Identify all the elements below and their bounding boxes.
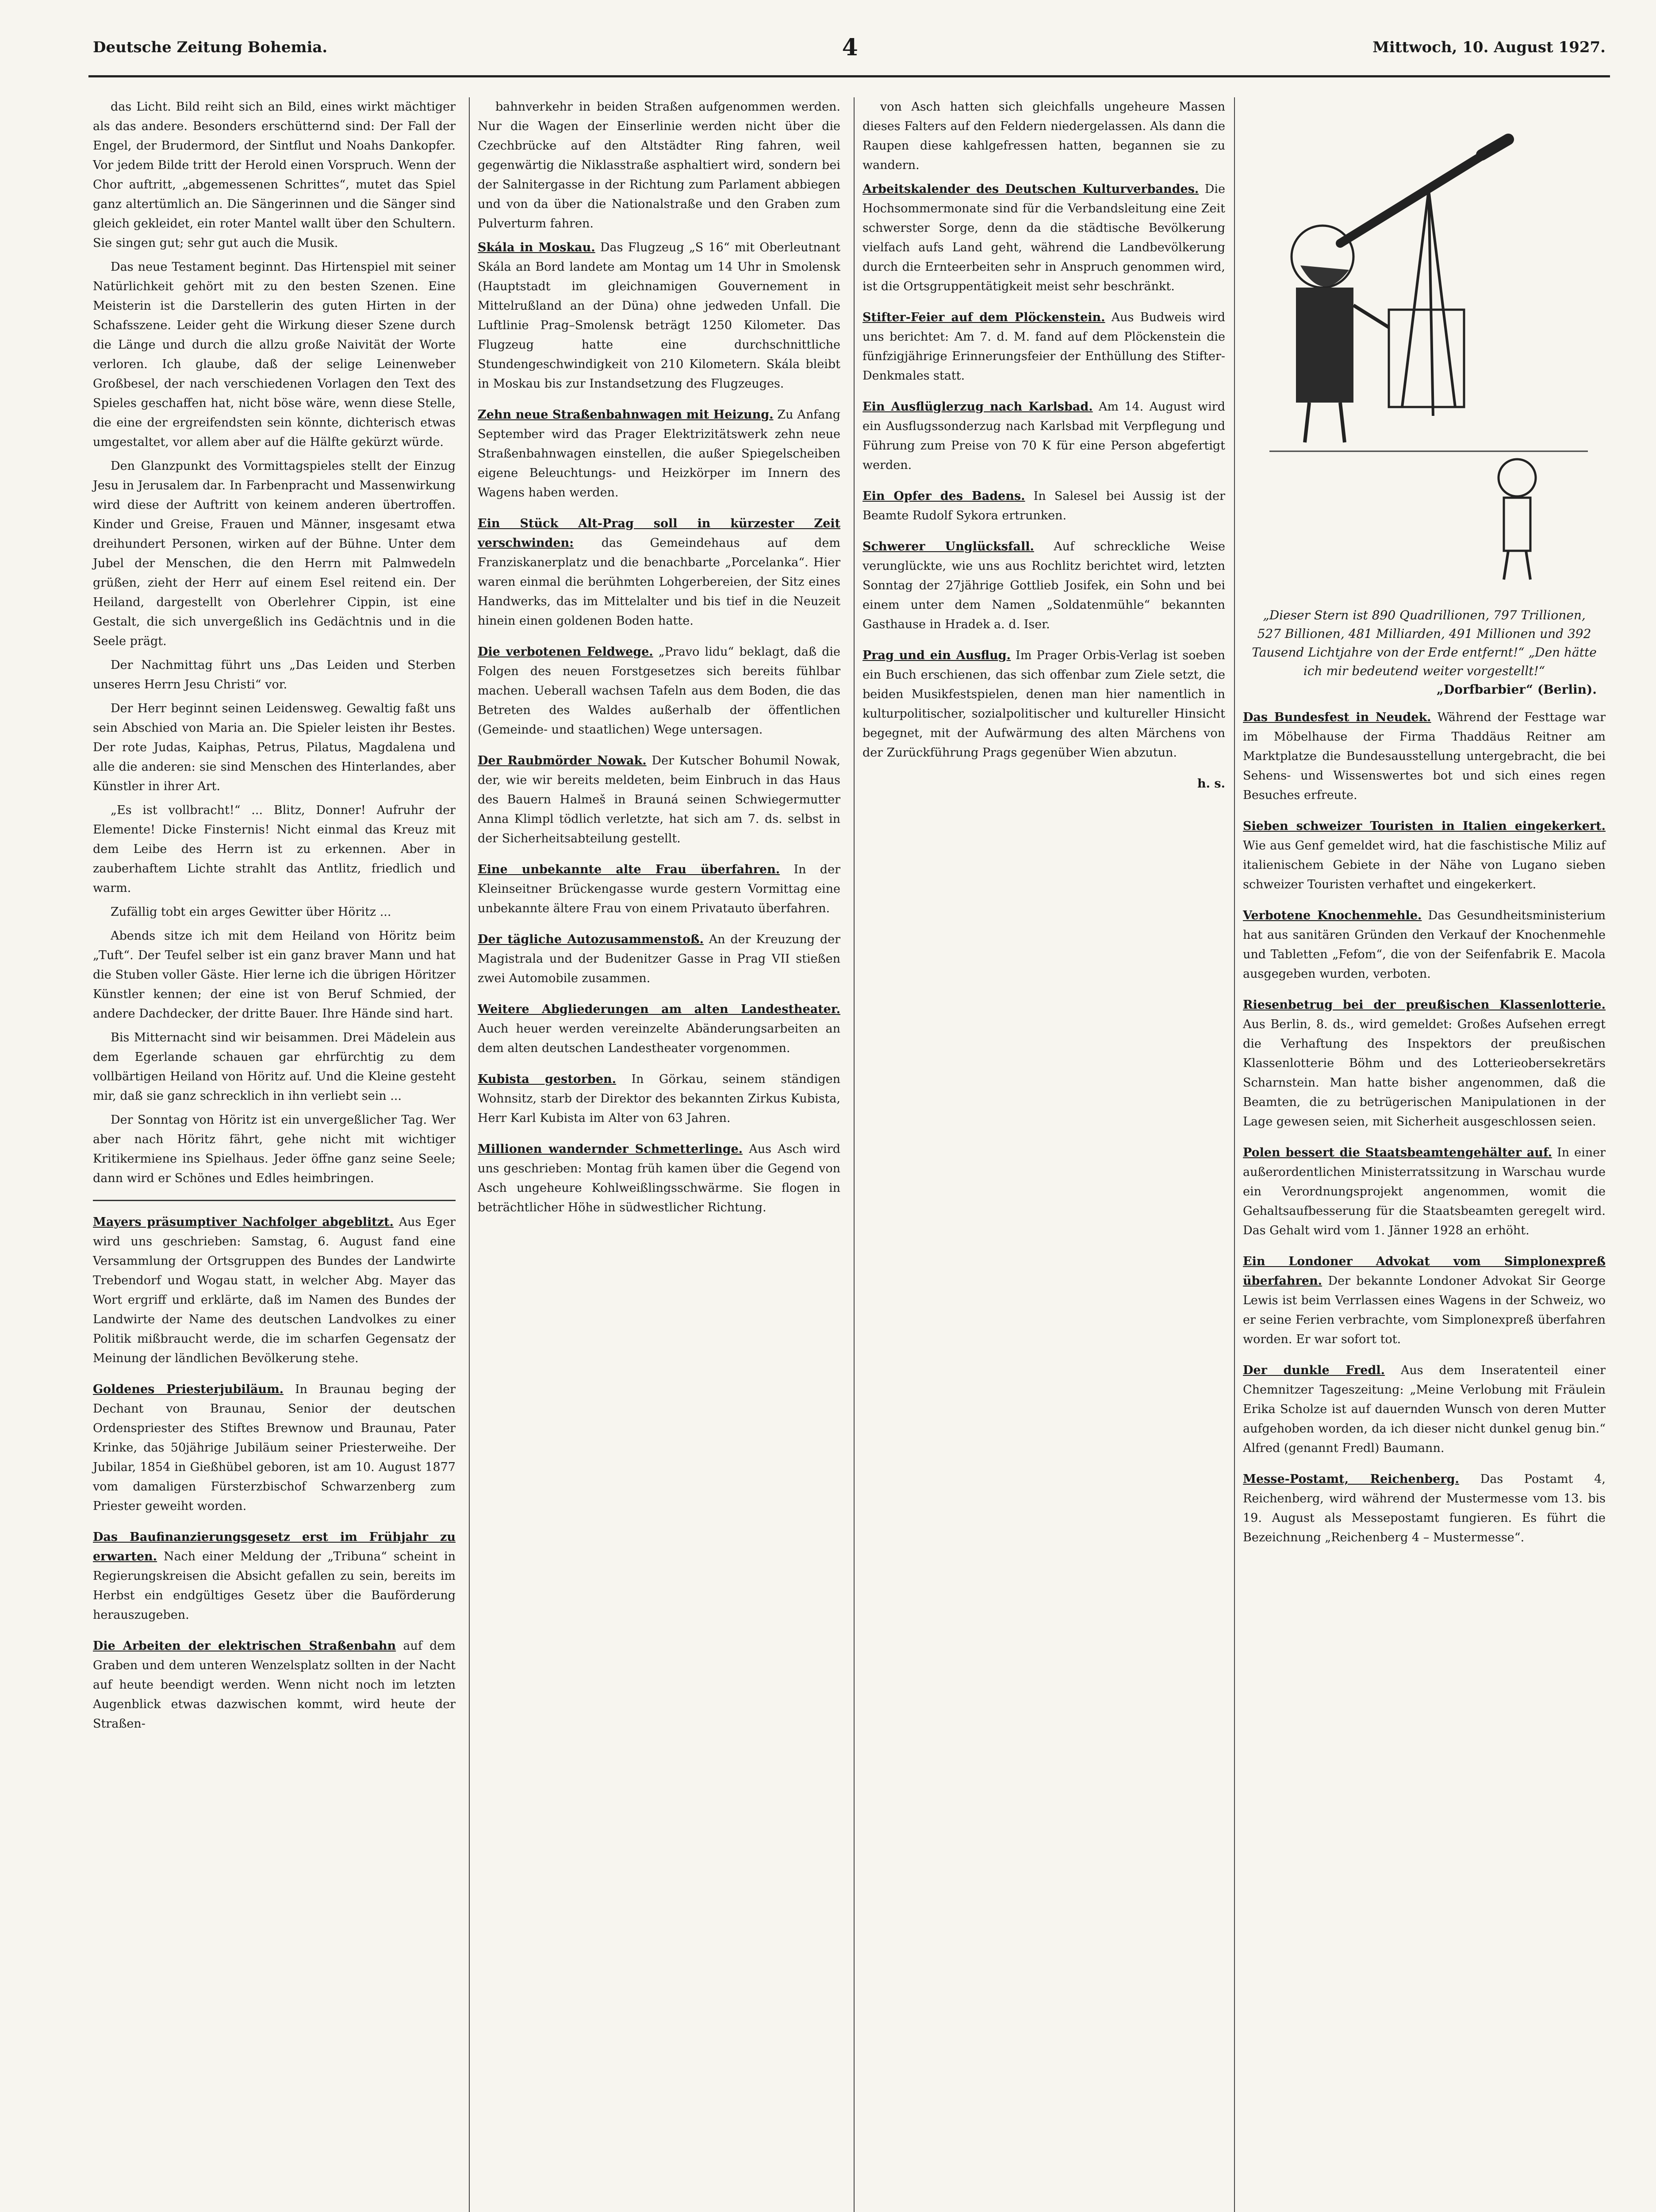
paragraph: Der Nachmittag führt uns „Das Leiden und Sterben unseres Herrn Jesu Christi“ vor. xyxy=(93,658,456,691)
news-text: Während der Festtage war im Möbelhause der Firma Thaddäus Reitner am Marktplatze die Bundesausstellung untergebracht, die bei Sehens- und Wissenswertes bot und sich eines regen Besuches erfreute. xyxy=(1243,710,1606,802)
column-divider xyxy=(469,97,470,2212)
news-text: In Braunau beging der Dechant von Braunau, Senior der deutschen Ordenspriester des Stiftes Brewnow und Braunau, Pater Krinke, das 50jährige Jubiläum seiner Priesterweihe. Der Jubilar, 1854 in Gießhübel geboren, ist am 10. August 1877 vom damaligen Fürsterzbischof Schwarzenberg zum Priester geweiht worden. xyxy=(93,1382,456,1513)
news-text: In der Kleinseitner Brückengasse wurde gestern Vormittag eine unbekannte ältere Frau von einem Privatauto überfahren. xyxy=(478,863,840,915)
news-text: Aus Budweis wird uns berichtet: Am 7. d. M. fand auf dem Plöckenstein die fünfzigjährige Erinnerungsfeier der Enthüllung des Stifter-Denkmales statt. xyxy=(862,311,1225,383)
news-text: Die Hochsommermonate sind für die Verbandsleitung eine Zeit schwerster Sorge, denn da die städtische Bevölkerung vielfach aufs Land geht, während die Landbevölkerung durch die Ernteerbeiten sehr in Anspruch genommen wird, ist die Ortsgruppentätigkeit meist sehr beschränkt. xyxy=(862,182,1225,293)
publication-name: Deutsche Zeitung Bohemia. xyxy=(93,38,328,56)
news-item xyxy=(478,751,840,849)
news-item xyxy=(1243,1361,1606,1458)
news-text: Das Postamt 4, Reichenberg, wird während der Mustermesse vom 13. bis 19. August als Messepostamt fungieren. Es führt die Bezeichnung „Reichenberg 4 – Mustermesse“. xyxy=(1243,1472,1606,1544)
news-headline: Die verbotenen Feldwege. xyxy=(478,645,653,659)
news-text: In einer außerordentlichen Ministerratssitzung in Warschau wurde ein Verordnungsprojekt angenommen, womit die Gehaltsaufbesserung für die Staatsbeamten geregelt wird. Das Gehalt wird vom 1. Jänner 1928 an erhöht. xyxy=(1243,1146,1606,1237)
news-headline: Ein Stück Alt-Prag soll in kürzester Zeit verschwinden: xyxy=(478,517,840,550)
news-headline: Ein Ausflüglerzug nach Karlsbad. xyxy=(862,400,1093,414)
news-headline: Prag und ein Ausflug. xyxy=(862,649,1011,662)
news-text: Aus Berlin, 8. ds., wird gemeldet: Großes Aufsehen erregt die Verhaftung des Inspektors der preußischen Klassenlotterie Böhm und des Lotterieobersekretärs Scharnstein. Man hatte bisher angenommen, daß die Beamten, die zu betrügerischen Manipulationen in der Lage gewesen seien, mit Sicherheit ausgeschlossen seien. xyxy=(1243,1018,1606,1129)
news-text: Wie aus Genf gemeldet wird, hat die faschistische Miliz auf italienischem Gebiete in der Nähe von Lugano sieben schweizer Touristen verhaftet und eingekerkert. xyxy=(1243,839,1606,891)
news-headline: Ein Opfer des Badens. xyxy=(862,489,1025,503)
column-1 xyxy=(93,97,456,2212)
news-item xyxy=(1243,995,1606,1132)
news-item xyxy=(1243,1470,1606,1548)
astronomer-arm xyxy=(1353,305,1389,327)
child-head xyxy=(1499,459,1536,496)
news-headline: Sieben schweizer Touristen in Italien eingekerkert. xyxy=(1243,819,1606,833)
child-leg xyxy=(1504,551,1508,580)
news-text: Auch heuer werden vereinzelte Abänderungsarbeiten an dem alten deutschen Landestheater vorgenommen. xyxy=(478,1022,840,1055)
news-headline: Verbotene Knochenmehle. xyxy=(1243,909,1422,922)
header-rule xyxy=(88,75,1610,77)
author-signature: h. s. xyxy=(1197,777,1225,791)
news-text: das Gemeindehaus auf dem Franziskanerplatz und die benachbarte „Porcelanka“. Hier waren einmal die berühmten Lohgerbereien, der Sitz eines Handwerks, das im Mittelalter und bis tief in die Neuzeit hinein einen goldenen Boden hatte. xyxy=(478,536,840,628)
column-3 xyxy=(862,97,1225,2212)
news-headline: Kubista gestorben. xyxy=(478,1072,617,1086)
astronomer-leg xyxy=(1340,403,1345,442)
child-body xyxy=(1504,498,1530,551)
news-headline: Eine unbekannte alte Frau überfahren. xyxy=(478,863,780,876)
news-headline: Messe-Postamt, Reichenberg. xyxy=(1243,1472,1459,1486)
news-item xyxy=(478,405,840,503)
paragraph: Bis Mitternacht sind wir beisammen. Drei Mädelein aus dem Egerlande schauen gar ehrfürchtig zu dem vollbärtigen Heiland von Höritz auf. Und die Kleine gesteht mir, daß sie ganz schrecklich in ihn verliebt sein ... xyxy=(93,1031,456,1103)
news-text: Der Kutscher Bohumil Nowak, der, wie wir bereits meldeten, beim Einbruch in das Haus des Bauern Halmeš in Brauná seinen Schwiegermutter Anna Klimpl tödlich verletzte, hat sich am 7. ds. selbst in der Sicherheitsabteilung gestellt. xyxy=(478,754,840,845)
paragraph: Abends sitze ich mit dem Heiland von Höritz beim „Tuft“. Der Teufel selber ist ein ganz braver Mann und hat die Stuben voller Gäste. Hier lerne ich die übrigen Höritzer Künstler kennen; der eine ist von Beruf Schmied, der andere Dachdecker, der dritte Bauer. Ihre Hände sind hart. xyxy=(93,929,456,1021)
astronomer-coat xyxy=(1296,288,1353,403)
astronomer-leg xyxy=(1305,403,1309,442)
column-2 xyxy=(478,97,840,2212)
news-item xyxy=(862,308,1225,386)
news-item xyxy=(1243,1143,1606,1240)
news-text: In Salesel bei Aussig ist der Beamte Rudolf Sykora ertrunken. xyxy=(862,489,1225,522)
news-headline: Ein Londoner Advokat vom Simplonexpreß überfahren. xyxy=(1243,1255,1606,1288)
news-text: Auf schreckliche Weise verunglückte, wie uns aus Rochlitz berichtet wird, letzten Sonntag der 27jährige Gottlieb Josifek, ein Sohn und bei einem unter dem Namen „Soldatenmühle“ bekannten Gasthause in Hradek a. d. Iser. xyxy=(862,540,1225,631)
news-item xyxy=(478,642,840,740)
news-text: An der Kreuzung der Magistrala und der Budenitzer Gasse in Prag VII stießen zwei Automobile zusammen. xyxy=(478,933,840,985)
news-headline: Skála in Moskau. xyxy=(478,241,595,254)
news-headline: Schwerer Unglücksfall. xyxy=(862,540,1034,553)
cartoon-caption xyxy=(1252,606,1597,699)
news-item xyxy=(93,1380,456,1516)
child-leg xyxy=(1526,551,1530,580)
news-text: Aus dem Inseratenteil einer Chemnitzer Tageszeitung: „Meine Verlobung mit Fräulein Erika Scholze ist auf dauernden Wunsch von deren Mutter aufgehoben worden, da ich dieser nicht dunkel genug bin.“ Alfred (genannt Fredl) Baumann. xyxy=(1243,1363,1606,1455)
news-headline: Die Arbeiten der elektrischen Straßenbahn xyxy=(93,1639,396,1653)
news-headline: Mayers präsumptiver Nachfolger abgeblitzt. xyxy=(93,1215,394,1229)
news-headline: Stifter-Feier auf dem Plöckenstein. xyxy=(862,311,1105,324)
news-text: Das Gesundheitsministerium hat aus sanitären Gründen den Verkauf der Knochenmehle und Tabletten „Fefom“, die von der Seifenfabrik E. Macola ausgegeben wurden, verboten. xyxy=(1243,909,1606,981)
news-headline: Der dunkle Fredl. xyxy=(1243,1363,1385,1377)
news-headline: Goldenes Priesterjubiläum. xyxy=(93,1382,284,1396)
news-item xyxy=(862,487,1225,526)
paragraph: bahnverkehr in beiden Straßen aufgenommen werden. Nur die Wagen der Einserlinie werden nicht über die Czechbrücke auf den Altstädter Ring fahren, weil gegenwärtig die Niklasstraße asphaltiert wird, sondern bei der Salnitergasse in der Richtung zum Parlament abbiegen und von da über die Nationalstraße und den Graben zum Pulverturm fahren. xyxy=(478,100,840,230)
news-headline: Der tägliche Autozusammenstoß. xyxy=(478,933,704,946)
cartoon-illustration xyxy=(1243,97,1606,593)
section-divider xyxy=(93,1200,456,1201)
news-item xyxy=(862,646,1225,763)
news-item xyxy=(862,397,1225,475)
news-text: Aus Eger wird uns geschrieben: Samstag, 6. August fand eine Versammlung der Ortsgruppen des Bundes der Landwirte Trebendorf und Wogau statt, in welcher Abg. Mayer das Wort ergriff und erklärte, daß im Namen des Bundes der Landwirte der Name des deutschen Landvolkes zu einer Politik mißbraucht werde, die im scharfen Gegensatz der Meinung der ländlichen Bevölkerung stehe. xyxy=(93,1215,456,1365)
paragraph: das Licht. Bild reiht sich an Bild, eines wirkt mächtiger als das andere. Besonders erschütternd sind: Der Fall der Engel, der Brudermord, der Sintflut und Noahs Dankopfer. Vor jedem Bilde tritt der Herold einen Vorspruch. Wenn der Chor auftritt, „abgemessenen Schrittes“, mutet das Spiel ganz altertümlich an. Die Sängerinnen und die Sänger sind gleich gekleidet, ein roter Mantel wallt über den Schultern. Sie singen gut; sehr gut auch die Musik. xyxy=(93,100,456,250)
news-item xyxy=(1243,1252,1606,1349)
paragraph: Das neue Testament beginnt. Das Hirtenspiel mit seiner Natürlichkeit gehört mit zu den besten Szenen. Eine Meisterin ist die Darstellerin des guten Hirten in der Schafsszene. Leider geht die Wirkung dieser Szene durch die Länge und durch die allzu große Naivität der Worte verloren. Ich glaube, daß der selige Leinenweber Großbesel, der nach verschiedenen Vorlagen den Text des Spieles geschaffen hat, nicht böse wäre, wenn diese Stelle, die eine der ergreifendsten sein könnte, dichterisch etwas umgestaltet, vor allem aber auf die Hälfte gekürzt würde. xyxy=(93,260,456,449)
news-text: In Görkau, seinem ständigen Wohnsitz, starb der Direktor des bekannten Zirkus Kubista, Herr Karl Kubista im Alter von 63 Jahren. xyxy=(478,1072,840,1125)
news-headline: Arbeitskalender des Deutschen Kulturverbandes. xyxy=(862,182,1199,196)
news-headline: Der Raubmörder Nowak. xyxy=(478,754,647,768)
paragraph: Der Herr beginnt seinen Leidensweg. Gewaltig faßt uns sein Abschied von Maria an. Die Spieler leisten ihr Bestes. Der rote Judas, Kaiphas, Petrus, Pilatus, Magdalena und alle die anderen: sie sind Menschen des Hinterlandes, aber Künstler in ihrer Art. xyxy=(93,702,456,793)
paragraph: Den Glanzpunkt des Vormittagspieles stellt der Einzug Jesu in Jerusalem dar. In Farbenpracht und Massenwirkung wird diese der Auftritt von keinem anderen übertroffen. Kinder und Greise, Frauen und Männer, insgesamt etwa dreihundert Personen, wirken auf der Bühne. Unter dem Jubel der Menschen, die den Herrn mit Palmwedeln grüßen, zieht der Herr auf einem Esel reitend ein. Der Heiland, dargestellt von Oberlehrer Cippin, ist eine Gestalt, die sich unvergeßlich ins Gedächtnis und in die Seele prägt. xyxy=(93,459,456,648)
news-item xyxy=(478,1140,840,1217)
news-headline: Polen bessert die Staatsbeamtengehälter auf. xyxy=(1243,1146,1552,1160)
telescope-tube xyxy=(1340,150,1491,243)
news-text: Der bekannte Londoner Advokat Sir George Lewis ist beim Verrlassen eines Wagens in der Schweiz, wo er seine Ferien verbrachte, vom Simplonexpreß überfahren worden. Er war sofort tot. xyxy=(1243,1274,1606,1346)
news-text: Zu Anfang September wird das Prager Elektrizitätswerk zehn neue Straßenbahnwagen einstellen, die außer Spiegelscheiben eigene Beleuchtungs- und Heizkörper im Innern des Wagens haben werden. xyxy=(478,408,840,499)
issue-date: Mittwoch, 10. August 1927. xyxy=(1372,38,1606,56)
column-divider xyxy=(854,97,855,2212)
news-item xyxy=(478,1000,840,1058)
news-text: Am 14. August wird ein Ausflugssonderzug nach Karlsbad mit Verpflegung und Führung zum Preise von 70 K für eine Person abgefertigt werden. xyxy=(862,400,1225,472)
news-headline: Riesenbetrug bei der preußischen Klassenlotterie. xyxy=(1243,998,1606,1012)
news-text: auf dem Graben und dem unteren Wenzelsplatz sollten in der Nacht auf heute beendigt werden. Wenn nicht noch im letzten Augenblick etwas dazwischen kommt, wird heute der Straßen- xyxy=(93,1639,456,1731)
news-text: Aus Asch wird uns geschrieben: Montag früh kamen über die Gegend von Asch ungeheure Kohlweißlingsschwärme. Sie flogen in beträchtlicher Höhe in südwestlicher Richtung. xyxy=(478,1142,840,1214)
paragraph: Der Sonntag von Höritz ist ein unvergeßlicher Tag. Wer aber nach Höritz fährt, gehe nicht mit wichtiger Kritikermiene ins Spielhaus. Jeder öffne ganz seine Seele; dann wird er Schönes und Edles heimbringen. xyxy=(93,1113,456,1185)
paragraph: „Es ist vollbracht!“ ... Blitz, Donner! Aufruhr der Elemente! Dicke Finsternis! Nicht einmal das Kreuz mit dem Leibe des Herrn ist zu erkennen. Aber in zauberhaftem Lichte strahlt das Antlitz, friedlich und warm. xyxy=(93,803,456,895)
caption-text: „Dieser Stern ist 890 Quadrillionen, 797 Trillionen, 527 Billionen, 481 Milliarden, 491 Millionen und 392 Tausend Lichtjahre von der Erde entfernt!“ „Den hätte ich mir bedeutend weiter vorgestellt!“ xyxy=(1252,608,1597,678)
news-headline: Millionen wandernder Schmetterlinge. xyxy=(478,1142,743,1156)
page-header xyxy=(93,27,1606,67)
news-item xyxy=(478,1070,840,1128)
news-item xyxy=(478,514,840,631)
news-item xyxy=(862,537,1225,634)
news-item xyxy=(1243,906,1606,984)
news-item xyxy=(478,930,840,988)
news-item xyxy=(862,180,1225,296)
news-item xyxy=(1243,708,1606,805)
news-item xyxy=(93,1528,456,1625)
news-item xyxy=(1243,817,1606,895)
news-text: Nach einer Meldung der „Tribuna“ scheint in Regierungskreisen die Absicht gefallen zu sein, bereits im Herbst ein endgültiges Gesetz über die Bauförderung herauszugeben. xyxy=(93,1550,456,1622)
news-text: Im Prager Orbis-Verlag ist soeben ein Buch erschienen, das sich offenbar zum Ziele setzt, die beiden Musikfestspielen, denen man hier namentlich in kulturpolitischer, sozialpolitischer und kultureller Hinsicht begegnet, mit der Aufwärmung des alten Märchens von der Zurückführung Prags gegenüber Wien abzutun. xyxy=(862,649,1225,760)
news-text: „Pravo lidu“ beklagt, daß die Folgen des neuen Forstgesetzes sich bereits fühlbar machen. Ueberall wachsen Tafeln aus dem Boden, die das Betreten des Waldes außerhalb der öffentlichen (Gemeinde- und staatlichen) Wege untersagen. xyxy=(478,645,840,737)
news-headline: Zehn neue Straßenbahnwagen mit Heizung. xyxy=(478,408,774,422)
page-number: 4 xyxy=(842,34,858,61)
column-4 xyxy=(1243,708,1606,2212)
news-headline: Das Bundesfest in Neudek. xyxy=(1243,710,1431,724)
telescope-lens xyxy=(1482,139,1508,155)
news-item xyxy=(478,238,840,394)
news-headline: Weitere Abgliederungen am alten Landestheater. xyxy=(478,1002,840,1016)
news-headline: Das Baufinanzierungsgesetz erst im Frühjahr zu erwarten. xyxy=(93,1530,456,1563)
paragraph: von Asch hatten sich gleichfalls ungeheure Massen dieses Falters auf den Feldern niedergelassen. Als dann die Raupen diese kahlgefressen hatten, begannen sie zu wandern. xyxy=(862,100,1225,172)
news-text: Das Flugzeug „S 16“ mit Oberleutnant Skála an Bord landete am Montag um 14 Uhr in Smolensk (Hauptstadt im gleichnamigen Gouvernement in Mittelrußland an der Düna) ohne jedweden Unfall. Die Luftlinie Prag–Smolensk beträgt 1250 Kilometer. Das Flugzeug hatte eine durchschnittliche Stundengeschwindigkeit von 210 Kilometern. Skála bleibt in Moskau bis zur Instandsetzung des Flugzeuges. xyxy=(478,241,841,391)
caption-source: „Dorfbarbier“ (Berlin). xyxy=(1436,682,1597,697)
news-item xyxy=(478,860,840,918)
column-divider xyxy=(1234,97,1235,2212)
paragraph: Zufällig tobt ein arges Gewitter über Höritz ... xyxy=(111,905,391,919)
tripod-leg xyxy=(1402,190,1429,407)
news-item xyxy=(93,1213,456,1368)
news-item xyxy=(93,1636,456,1734)
